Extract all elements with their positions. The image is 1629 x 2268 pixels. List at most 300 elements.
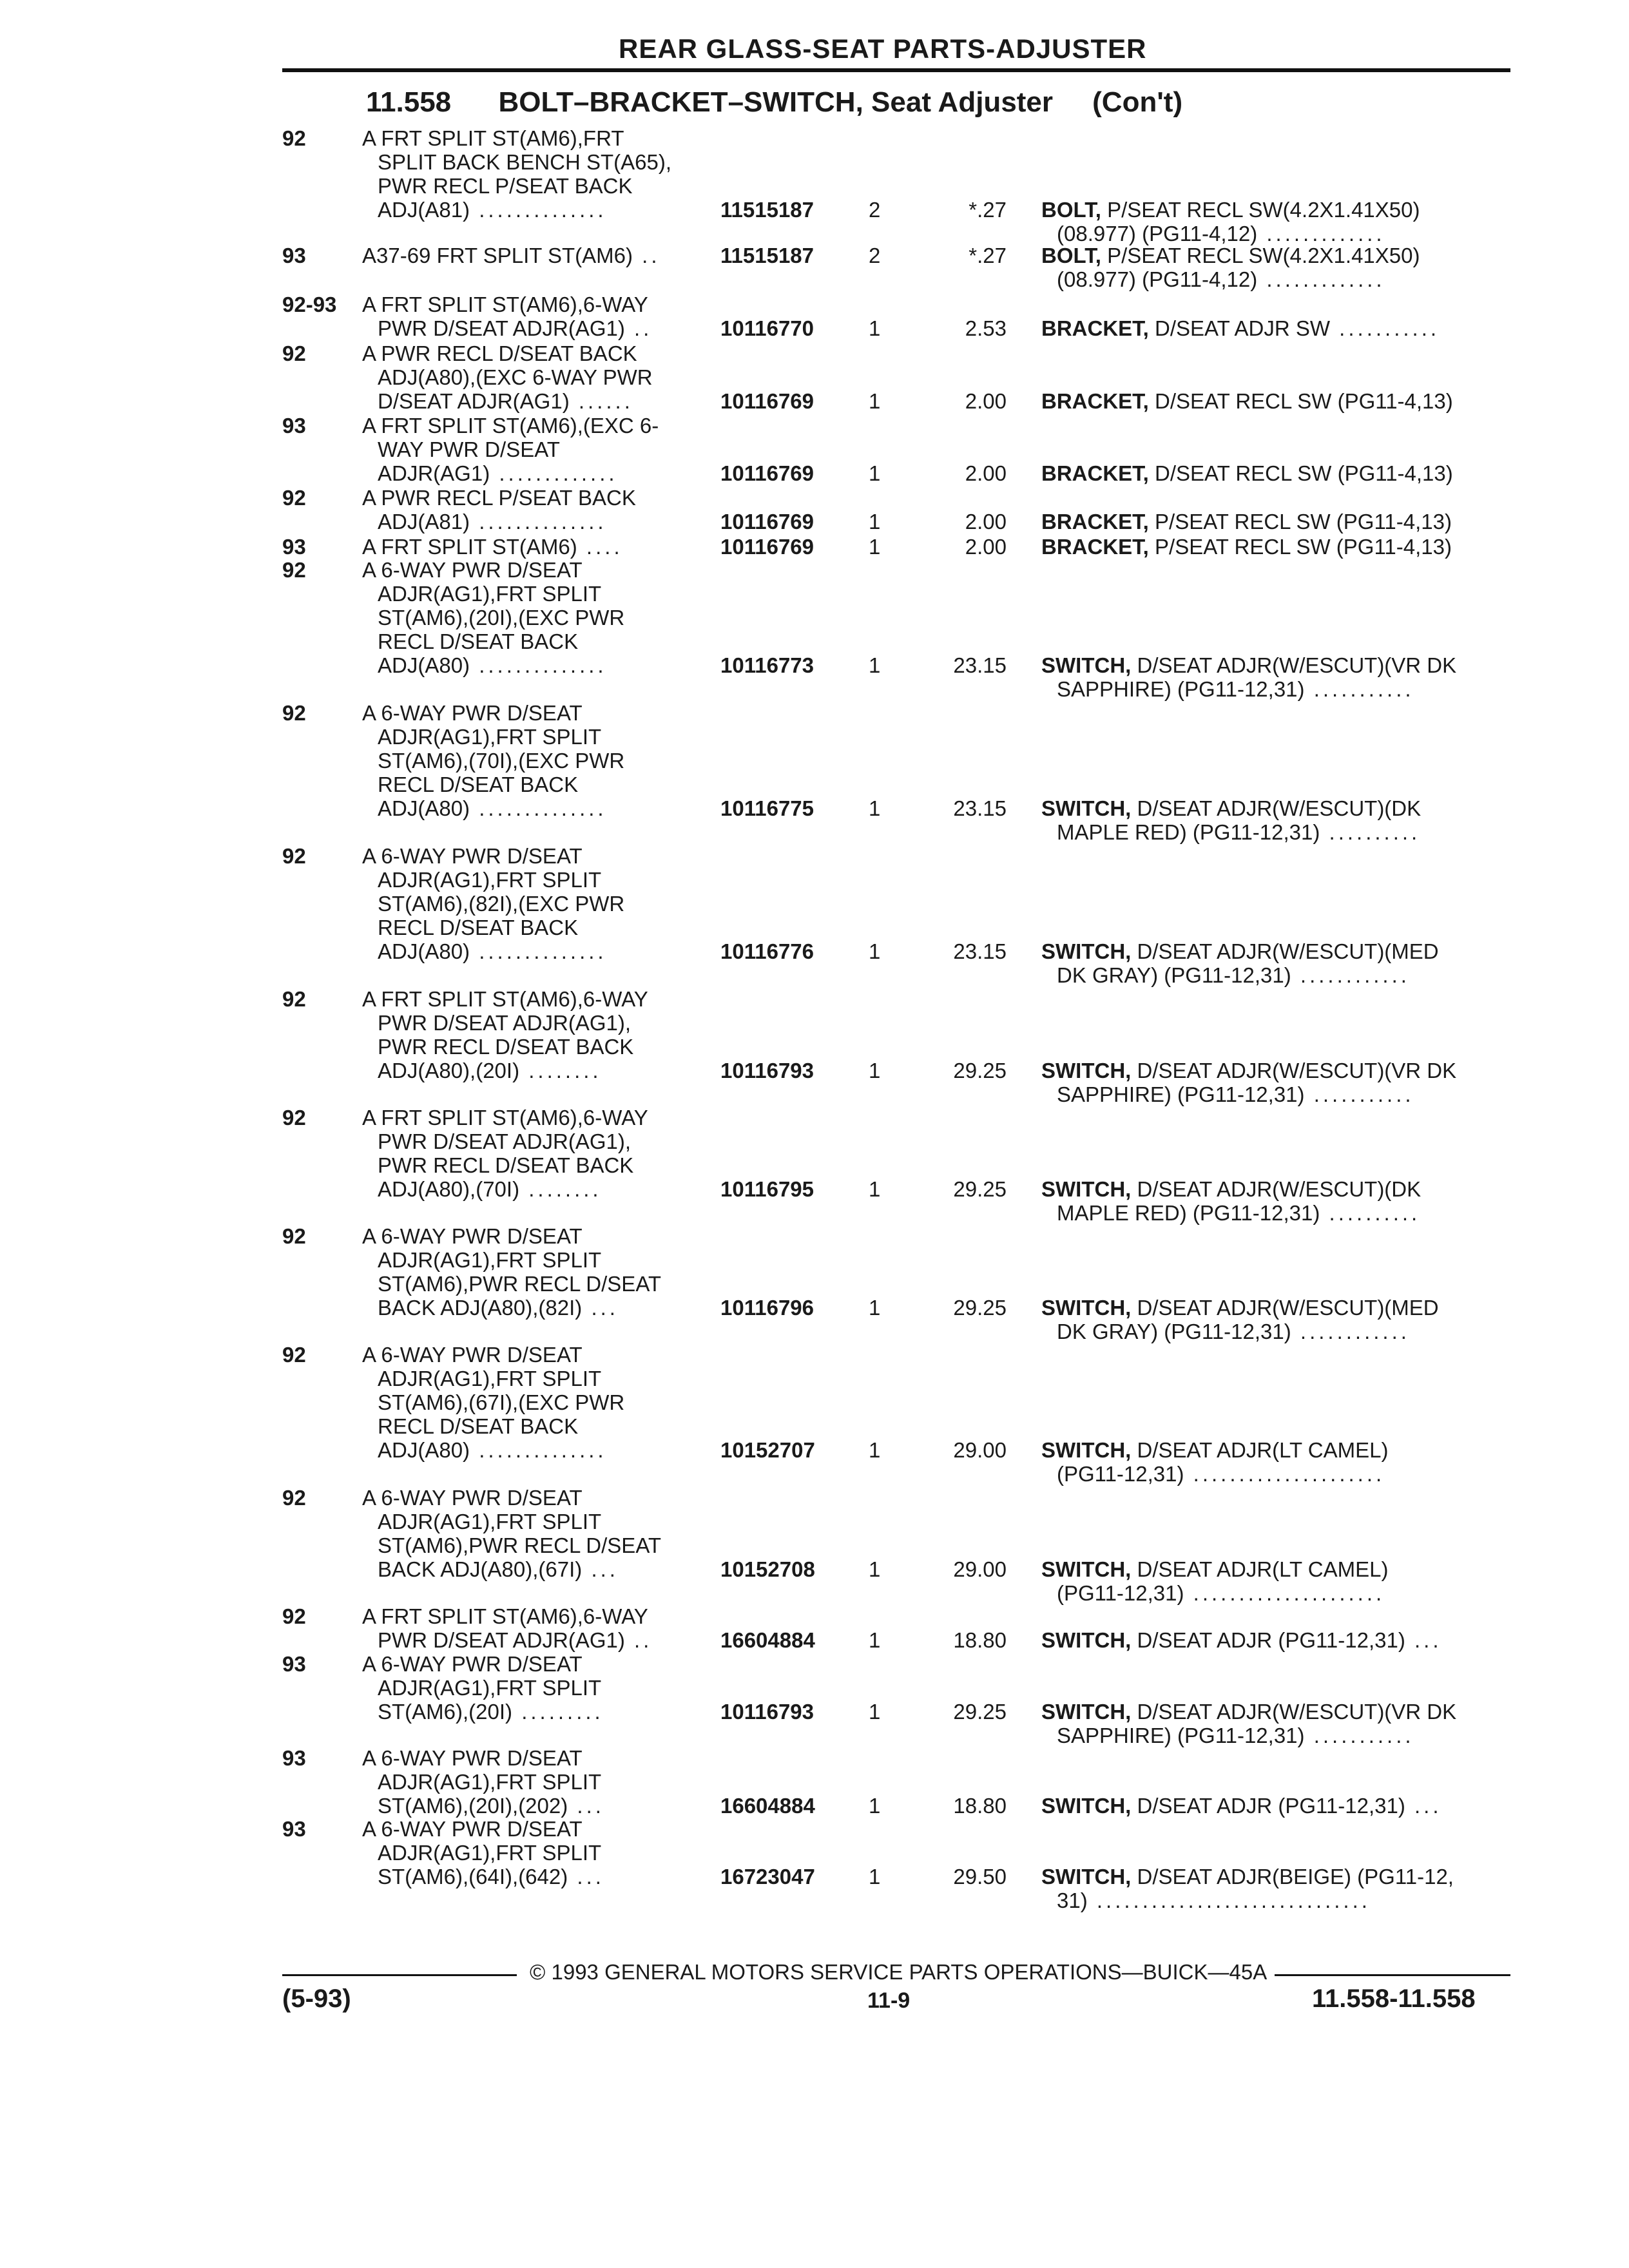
part-name-text: D/SEAT ADJR(W/ESCUT)(VR DK [1137, 653, 1457, 677]
description-line [362, 198, 697, 222]
usage-description [362, 341, 697, 413]
description-text: ADJR(AG1),FRT SPLIT [378, 1367, 602, 1390]
part-number: 10116795 [720, 1177, 815, 1201]
price: 18.80 [953, 1628, 1007, 1652]
description-text: ADJ(A80) [378, 796, 470, 820]
description-line [362, 1510, 697, 1533]
part-name-line [1041, 510, 1512, 533]
quantity: 1 [869, 1700, 881, 1724]
usage-description [362, 1343, 697, 1462]
quantity: 1 [869, 1438, 881, 1462]
part-name-text: P/SEAT RECL SW (PG11-4,13) [1155, 535, 1452, 559]
description-text: A 6-WAY PWR D/SEAT [362, 1652, 583, 1676]
part-name-text: D/SEAT ADJR(W/ESCUT)(DK [1137, 1177, 1422, 1201]
usage-description [362, 1652, 697, 1724]
description-line [362, 629, 697, 653]
price: 2.00 [965, 461, 1007, 485]
quantity: 1 [869, 1059, 881, 1082]
description-text: ADJR(AG1),FRT SPLIT [378, 1510, 602, 1533]
part-name-text: (PG11-12,31) [1057, 1581, 1184, 1605]
description-text: PWR D/SEAT ADJR(AG1) [378, 316, 625, 340]
description-text: A 6-WAY PWR D/SEAT [362, 844, 583, 868]
part-name-line [1041, 1059, 1512, 1082]
description-line [362, 510, 697, 533]
part-name-line [1041, 389, 1512, 413]
description-text: A PWR RECL D/SEAT BACK [362, 341, 637, 365]
description-text: ADJR(AG1),FRT SPLIT [378, 582, 602, 606]
description-line [362, 486, 697, 510]
description-line [362, 987, 697, 1011]
description-line [362, 1224, 697, 1248]
part-number: 16723047 [720, 1865, 815, 1888]
description-line [362, 1841, 697, 1865]
description-line [362, 150, 697, 174]
part-name-line [1041, 1296, 1512, 1320]
leader-dots: .............................. [1087, 1888, 1371, 1912]
leader-dots: ............. [490, 461, 618, 485]
part-name-text: D/SEAT ADJR(W/ESCUT)(VR DK [1137, 1700, 1457, 1724]
part-name-line [1041, 1865, 1512, 1888]
part-number: 16604884 [720, 1794, 815, 1818]
part-number: 10116776 [720, 939, 815, 963]
quantity: 1 [869, 653, 881, 677]
part-name-line [1041, 963, 1512, 987]
part-type: SWITCH, [1041, 1794, 1132, 1818]
part-name-line [1041, 1581, 1512, 1605]
description-line [362, 1177, 697, 1201]
part-name-text: D/SEAT ADJR (PG11-12,31) [1137, 1794, 1405, 1818]
description-text: ADJR(AG1),FRT SPLIT [378, 1676, 602, 1700]
description-text: PWR D/SEAT ADJR(AG1), [378, 1011, 631, 1035]
ref-number: 93 [282, 1817, 306, 1841]
part-name [1041, 389, 1512, 413]
part-name [1041, 1865, 1512, 1912]
leader-dots: ... [582, 1296, 619, 1320]
description-line [362, 868, 697, 892]
leader-dots: ........ [519, 1059, 602, 1082]
part-name [1041, 1700, 1512, 1747]
description-text: A 6-WAY PWR D/SEAT [362, 1343, 583, 1367]
part-name-line [1041, 244, 1512, 267]
description-text: ADJR(AG1),FRT SPLIT [378, 1770, 602, 1794]
price: 29.00 [953, 1438, 1007, 1462]
ref-number: 92 [282, 701, 306, 725]
description-text: ADJR(AG1),FRT SPLIT [378, 868, 602, 892]
leader-dots: ............. [1257, 222, 1385, 245]
leader-dots: ..................... [1184, 1581, 1385, 1605]
part-name-text: P/SEAT RECL SW(4.2X1.41X50) [1107, 244, 1420, 267]
description-text: A FRT SPLIT ST(AM6),(EXC 6- [362, 414, 659, 437]
description-text: A37-69 FRT SPLIT ST(AM6) [362, 244, 633, 267]
part-name-text: (PG11-12,31) [1057, 1462, 1184, 1486]
part-name-line [1041, 1794, 1512, 1818]
part-name-line [1041, 267, 1512, 291]
price: 29.25 [953, 1700, 1007, 1724]
description-line [362, 1343, 697, 1367]
description-text: A 6-WAY PWR D/SEAT [362, 558, 583, 582]
description-text: RECL D/SEAT BACK [378, 629, 579, 653]
description-line [362, 1035, 697, 1059]
description-line [362, 725, 697, 749]
leader-dots: ........... [1304, 1082, 1414, 1106]
part-type: BRACKET, [1041, 316, 1149, 340]
description-line [362, 1746, 697, 1770]
description-line [362, 341, 697, 365]
ref-number: 92 [282, 1224, 306, 1248]
price: 29.25 [953, 1177, 1007, 1201]
usage-description [362, 1486, 697, 1581]
ref-number: 92 [282, 126, 306, 150]
description-line [362, 1676, 697, 1700]
leader-dots: .. [632, 244, 660, 267]
usage-description [362, 1746, 697, 1818]
ref-number: 92 [282, 1106, 306, 1129]
ref-number: 93 [282, 414, 306, 437]
description-line [362, 244, 697, 267]
part-name-text: D/SEAT ADJR(W/ESCUT)(DK [1137, 796, 1422, 820]
quantity: 1 [869, 796, 881, 820]
description-line [362, 773, 697, 796]
description-line [362, 1628, 697, 1652]
description-text: A FRT SPLIT ST(AM6),6-WAY [362, 1106, 648, 1129]
description-line [362, 1604, 697, 1628]
section-number: 11.558 [366, 86, 452, 118]
quantity: 1 [869, 1794, 881, 1818]
usage-description [362, 535, 697, 559]
part-name-line [1041, 535, 1512, 559]
description-line [362, 365, 697, 389]
part-name [1041, 244, 1512, 291]
description-text: ST(AM6),PWR RECL D/SEAT [378, 1533, 662, 1557]
leader-dots: .............. [470, 939, 607, 963]
part-name-text: D/SEAT ADJR (PG11-12,31) [1137, 1628, 1405, 1652]
description-text: ST(AM6),(20I) [378, 1700, 513, 1724]
part-name-line [1041, 222, 1512, 245]
section-heading [366, 86, 1182, 119]
description-line [362, 844, 697, 868]
part-name-line [1041, 1724, 1512, 1747]
usage-description [362, 486, 697, 533]
part-name-line [1041, 677, 1512, 701]
description-line [362, 796, 697, 820]
description-line [362, 1438, 697, 1462]
part-name [1041, 316, 1512, 340]
part-name [1041, 1794, 1512, 1818]
description-text: ADJR(AG1),FRT SPLIT [378, 1841, 602, 1865]
part-name-line [1041, 1700, 1512, 1724]
footer-section-range: 11.558-11.558 [1312, 1984, 1476, 2013]
footer-page-number: 11-9 [867, 1988, 911, 2013]
description-line [362, 582, 697, 606]
description-text: A 6-WAY PWR D/SEAT [362, 1486, 583, 1510]
description-text: ADJR(AG1),FRT SPLIT [378, 725, 602, 749]
usage-description [362, 244, 697, 267]
part-type: SWITCH, [1041, 939, 1132, 963]
quantity: 1 [869, 535, 881, 559]
part-number: 10116793 [720, 1059, 815, 1082]
description-line [362, 389, 697, 413]
quantity: 1 [869, 1296, 881, 1320]
description-line [362, 939, 697, 963]
part-name-text: D/SEAT ADJR SW [1155, 316, 1331, 340]
part-name-text: D/SEAT ADJR(W/ESCUT)(MED [1137, 939, 1439, 963]
part-name-text: SAPPHIRE) (PG11-12,31) [1057, 677, 1305, 701]
description-text: A 6-WAY PWR D/SEAT [362, 1224, 583, 1248]
leader-dots: .............. [470, 1438, 607, 1462]
ref-number: 92 [282, 1343, 306, 1367]
leader-dots: ......... [512, 1700, 604, 1724]
description-text: A PWR RECL P/SEAT BACK [362, 486, 636, 510]
part-number: 10116769 [720, 510, 815, 533]
part-name-text: (08.977) (PG11-4,12) [1057, 222, 1258, 245]
description-text: RECL D/SEAT BACK [378, 916, 579, 939]
description-line [362, 558, 697, 582]
part-name [1041, 1177, 1512, 1225]
part-name-text: 31) [1057, 1888, 1088, 1912]
part-type: SWITCH, [1041, 1438, 1132, 1462]
part-name [1041, 1557, 1512, 1605]
description-text: A FRT SPLIT ST(AM6),FRT [362, 126, 624, 150]
part-type: SWITCH, [1041, 1177, 1132, 1201]
ref-number: 92 [282, 844, 306, 868]
leader-dots: ........... [1330, 316, 1440, 340]
description-line [362, 461, 697, 485]
description-line [362, 316, 697, 340]
description-text: ADJ(A80),(20I) [378, 1059, 520, 1082]
description-line [362, 1817, 697, 1841]
part-number: 10116769 [720, 461, 815, 485]
ref-number: 92 [282, 987, 306, 1011]
description-text: A FRT SPLIT ST(AM6),6-WAY [362, 1604, 648, 1628]
part-name-text: (08.977) (PG11-4,12) [1057, 267, 1258, 291]
leader-dots: ........... [1304, 677, 1414, 701]
leader-dots: ... [568, 1794, 604, 1818]
leader-dots: .............. [470, 198, 607, 222]
part-type: SWITCH, [1041, 653, 1132, 677]
description-text: ADJ(A80) [378, 653, 470, 677]
part-type: SWITCH, [1041, 1557, 1132, 1581]
footer-rule-left [282, 1974, 517, 1976]
description-line [362, 606, 697, 629]
part-name-text: D/SEAT RECL SW (PG11-4,13) [1155, 389, 1453, 413]
description-text: ADJ(A80) [378, 939, 470, 963]
usage-description [362, 414, 697, 485]
section-continued: (Con't) [1092, 86, 1183, 118]
part-name [1041, 535, 1512, 559]
description-text: A FRT SPLIT ST(AM6) [362, 535, 577, 559]
part-type: BRACKET, [1041, 535, 1149, 559]
description-line [362, 437, 697, 461]
part-name-line [1041, 1557, 1512, 1581]
quantity: 1 [869, 939, 881, 963]
part-name-text: D/SEAT RECL SW (PG11-4,13) [1155, 461, 1453, 485]
description-line [362, 1557, 697, 1581]
part-name-text: SAPPHIRE) (PG11-12,31) [1057, 1724, 1305, 1747]
description-line [362, 1700, 697, 1724]
usage-description [362, 987, 697, 1082]
leader-dots: .............. [470, 796, 607, 820]
part-number: 10116770 [720, 316, 815, 340]
quantity: 2 [869, 198, 881, 222]
description-text: ADJ(A80),(70I) [378, 1177, 520, 1201]
part-name-text: MAPLE RED) (PG11-12,31) [1057, 1201, 1320, 1225]
part-number: 10152708 [720, 1557, 815, 1581]
price: 2.53 [965, 316, 1007, 340]
description-line [362, 174, 697, 198]
part-type: SWITCH, [1041, 1059, 1132, 1082]
description-line [362, 1248, 697, 1272]
price: *.27 [969, 244, 1007, 267]
description-line [362, 1486, 697, 1510]
ref-number: 92-93 [282, 293, 337, 316]
price: 2.00 [965, 389, 1007, 413]
description-line [362, 414, 697, 437]
description-text: SPLIT BACK BENCH ST(A65), [378, 150, 672, 174]
part-name-line [1041, 198, 1512, 222]
part-name-text: MAPLE RED) (PG11-12,31) [1057, 820, 1320, 844]
part-name [1041, 653, 1512, 701]
part-name-line [1041, 796, 1512, 820]
part-name [1041, 939, 1512, 987]
description-line [362, 535, 697, 559]
description-line [362, 1153, 697, 1177]
leader-dots: ...... [569, 389, 633, 413]
footer-date: (5-93) [282, 1984, 351, 2013]
description-line [362, 1272, 697, 1296]
part-number: 10116773 [720, 653, 815, 677]
part-name-text: DK GRAY) (PG11-12,31) [1057, 963, 1291, 987]
usage-description [362, 558, 697, 677]
part-type: SWITCH, [1041, 1865, 1132, 1888]
ref-number: 93 [282, 1652, 306, 1676]
description-text: ADJ(A81) [378, 510, 470, 533]
part-name [1041, 796, 1512, 844]
part-name-line [1041, 820, 1512, 844]
part-name-text: D/SEAT ADJR(BEIGE) (PG11-12, [1137, 1865, 1454, 1888]
part-name-line [1041, 1462, 1512, 1486]
leader-dots: ............. [1257, 267, 1385, 291]
part-name-line [1041, 1628, 1512, 1652]
price: 23.15 [953, 939, 1007, 963]
part-number: 10152707 [720, 1438, 815, 1462]
description-text: A 6-WAY PWR D/SEAT [362, 1817, 583, 1841]
part-name-text: SAPPHIRE) (PG11-12,31) [1057, 1082, 1305, 1106]
page-header-title: REAR GLASS-SEAT PARTS-ADJUSTER [619, 34, 1147, 64]
part-name-text: D/SEAT ADJR(W/ESCUT)(MED [1137, 1296, 1439, 1320]
description-line [362, 1770, 697, 1794]
part-name-line [1041, 316, 1512, 340]
description-line [362, 1390, 697, 1414]
price: 29.25 [953, 1296, 1007, 1320]
description-text: ST(AM6),(20I),(202) [378, 1794, 568, 1818]
description-line [362, 293, 697, 316]
description-line [362, 892, 697, 916]
leader-dots: .. [624, 1628, 653, 1652]
description-line [362, 1652, 697, 1676]
part-type: BRACKET, [1041, 461, 1149, 485]
description-text: WAY PWR D/SEAT [378, 437, 560, 461]
price: 2.00 [965, 535, 1007, 559]
part-name-text: D/SEAT ADJR(LT CAMEL) [1137, 1438, 1389, 1462]
part-number: 10116775 [720, 796, 815, 820]
ref-number: 92 [282, 1486, 306, 1510]
ref-number: 93 [282, 535, 306, 559]
description-line [362, 1106, 697, 1129]
part-type: BOLT, [1041, 244, 1101, 267]
description-line [362, 1129, 697, 1153]
description-text: A FRT SPLIT ST(AM6),6-WAY [362, 293, 648, 316]
description-text: ST(AM6),(67I),(EXC PWR [378, 1390, 625, 1414]
part-name-line [1041, 1888, 1512, 1912]
part-name-text: P/SEAT RECL SW(4.2X1.41X50) [1107, 198, 1420, 222]
description-line [362, 916, 697, 939]
part-type: BOLT, [1041, 198, 1101, 222]
usage-description [362, 701, 697, 820]
part-name [1041, 1059, 1512, 1106]
description-line [362, 1865, 697, 1888]
part-number: 10116769 [720, 389, 815, 413]
ref-number: 92 [282, 558, 306, 582]
description-text: ST(AM6),(20I),(EXC PWR [378, 606, 625, 629]
part-name-text: D/SEAT ADJR(W/ESCUT)(VR DK [1137, 1059, 1457, 1082]
part-name-line [1041, 1177, 1512, 1201]
part-type: BRACKET, [1041, 389, 1149, 413]
part-name-line [1041, 461, 1512, 485]
description-text: ADJ(A81) [378, 198, 470, 222]
description-text: BACK ADJ(A80),(67I) [378, 1557, 583, 1581]
description-line [362, 1794, 697, 1818]
description-text: A 6-WAY PWR D/SEAT [362, 1746, 583, 1770]
usage-description [362, 126, 697, 222]
part-name-text: P/SEAT RECL SW (PG11-4,13) [1155, 510, 1452, 533]
leader-dots: ........... [1304, 1724, 1414, 1747]
quantity: 1 [869, 510, 881, 533]
leader-dots: ..................... [1184, 1462, 1385, 1486]
footer-rule-right [1275, 1974, 1510, 1976]
description-line [362, 1533, 697, 1557]
part-name-line [1041, 1438, 1512, 1462]
price: 2.00 [965, 510, 1007, 533]
description-text: ADJR(AG1),FRT SPLIT [378, 1248, 602, 1272]
part-name-text: D/SEAT ADJR(LT CAMEL) [1137, 1557, 1389, 1581]
part-name-line [1041, 939, 1512, 963]
description-line [362, 653, 697, 677]
description-text: A 6-WAY PWR D/SEAT [362, 701, 583, 725]
section-title: BOLT–BRACKET–SWITCH, Seat Adjuster [498, 86, 1054, 118]
description-text: RECL D/SEAT BACK [378, 1414, 579, 1438]
quantity: 1 [869, 461, 881, 485]
quantity: 1 [869, 1865, 881, 1888]
description-line [362, 1059, 697, 1082]
leader-dots: ... [568, 1865, 604, 1888]
leader-dots: .......... [1320, 1201, 1421, 1225]
part-number: 11515187 [720, 198, 815, 222]
leader-dots: ... [1405, 1628, 1442, 1652]
leader-dots: .............. [470, 653, 607, 677]
description-text: PWR RECL D/SEAT BACK [378, 1035, 634, 1059]
part-type: SWITCH, [1041, 1628, 1132, 1652]
part-type: SWITCH, [1041, 796, 1132, 820]
leader-dots: ............ [1291, 963, 1410, 987]
quantity: 1 [869, 1177, 881, 1201]
part-name-line [1041, 1201, 1512, 1225]
description-text: PWR RECL P/SEAT BACK [378, 174, 633, 198]
part-type: SWITCH, [1041, 1296, 1132, 1320]
quantity: 2 [869, 244, 881, 267]
part-name [1041, 1438, 1512, 1486]
leader-dots: ............ [1291, 1320, 1410, 1343]
ref-number: 92 [282, 486, 306, 510]
